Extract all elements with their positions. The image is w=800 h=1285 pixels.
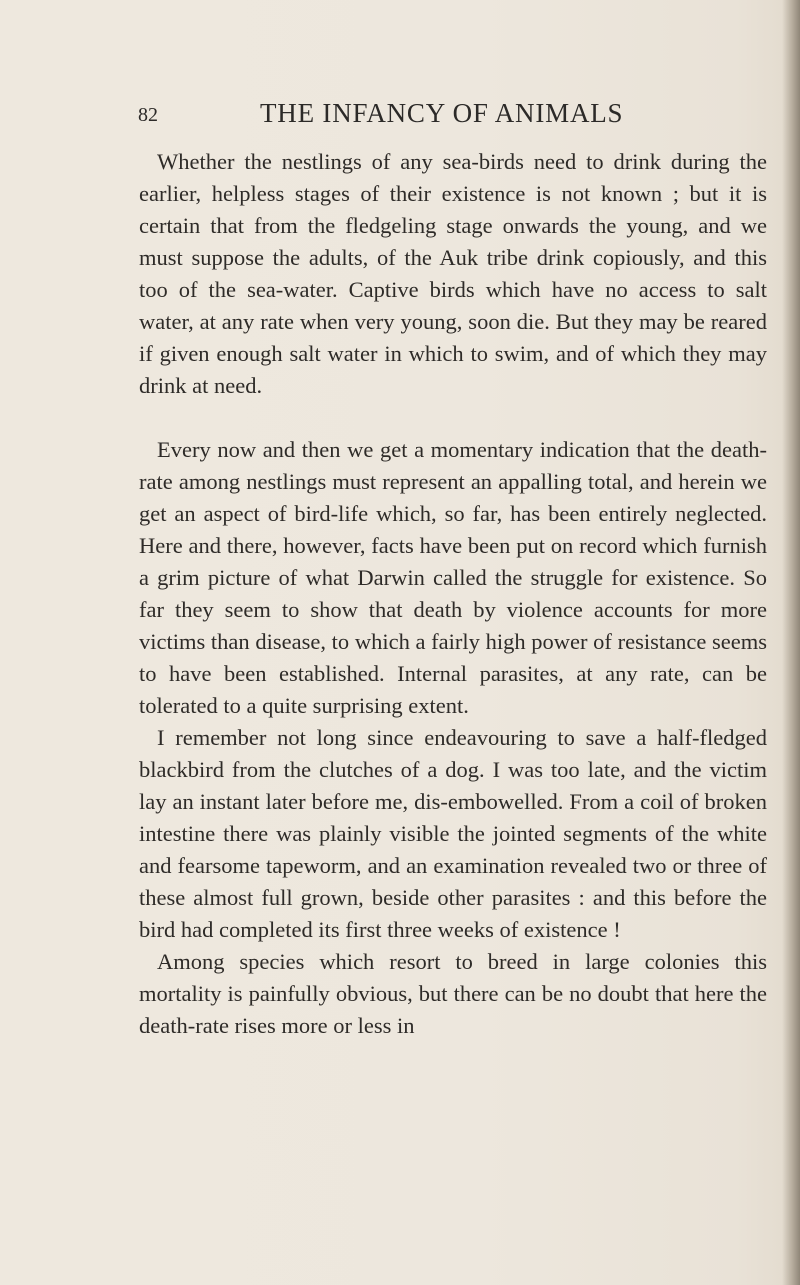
page-header (138, 98, 670, 132)
paragraph: Among species which resort to breed in large colonies this mortality is painfully obvious, but there can be no doubt that here the death-rate rises more or less in (139, 949, 767, 1038)
body-text (139, 146, 767, 1042)
paragraph: I remember not long since endeavouring to save a half-fledged blackbird from the clutches of a dog. I was too late, and the victim lay an instant later before me, dis-embowelled. From a coil of broken intestine there was plainly visible the jointed segments of the white and fearsome tapeworm, and an examination revealed two or three of these almost full grown, beside other parasites : and this before the bird had completed its first three weeks of existence ! (139, 725, 767, 942)
page-number: 82 (138, 104, 158, 126)
paragraph: Every now and then we get a momentary indication that the death-rate among nestlings must represent an appalling total, and herein we get an aspect of bird-life which, so far, has been entirely neglected. Here and there, however, facts have been put on record which furnish a grim picture of what Darwin called the struggle for existence. So far they seem to show that death by violence accounts for more victims than disease, to which a fairly high power of resistance seems to have been established. Internal parasites, at any rate, can be tolerated to a quite surprising extent. (139, 437, 767, 718)
paragraph: Whether the nestlings of any sea-birds need to drink during the earlier, helpless stages of their existence is not known ; but it is certain that from the fledgeling stage onwards the young, and we must suppose the adults, of the Auk tribe drink copiously, and this too of the sea-water. Captive birds which have no access to salt water, at any rate when very young, soon die. But they may be reared if given enough salt water in which to swim, and of which they may drink at need. (139, 149, 767, 398)
page-edge-shadow (782, 0, 800, 1285)
running-title: THE INFANCY OF ANIMALS (260, 98, 624, 128)
